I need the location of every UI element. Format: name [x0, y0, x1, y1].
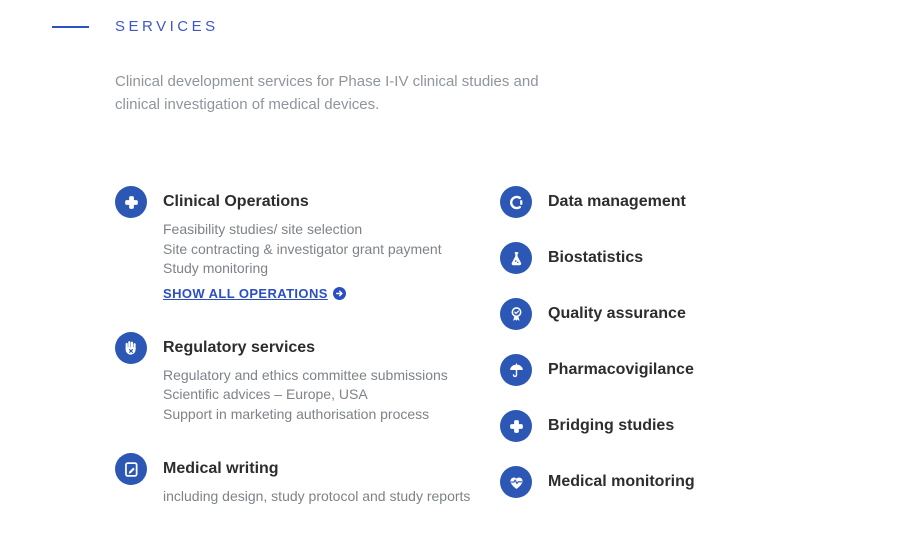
decorative-heading-line [52, 26, 89, 28]
service-title: Clinical Operations [163, 193, 309, 210]
hand-icon [115, 332, 147, 364]
service-title: Regulatory services [163, 338, 316, 356]
service-item-list [163, 220, 442, 279]
service-item: Regulatory and ethics committee submissions [163, 366, 448, 383]
plus-icon [500, 410, 532, 442]
service-item: including design, study protocol and study reports [163, 488, 471, 504]
service-pharmacovigilance [500, 354, 870, 386]
service-title: Data management [548, 193, 686, 210]
service-data-management [500, 186, 870, 218]
section-heading: SERVICES [115, 18, 219, 35]
plus-icon [115, 186, 147, 218]
service-item: Support in marketing authorisation process [163, 405, 430, 422]
service-quality-assurance [500, 298, 870, 330]
heart-pulse-icon [500, 466, 532, 498]
service-item-list [163, 487, 470, 507]
service-title: Bridging studies [548, 417, 675, 434]
service-bridging-studies [500, 410, 870, 442]
service-medical-monitoring [500, 466, 870, 498]
service-item-list [163, 366, 448, 425]
service-title: Medical writing [163, 460, 279, 477]
service-medical-writing [115, 453, 505, 507]
award-ribbon-icon [500, 298, 532, 330]
show-all-operations-label: SHOW ALL OPERATIONS [163, 285, 328, 301]
service-title: Biostatistics [548, 249, 644, 266]
document-pencil-icon [115, 453, 147, 485]
show-all-operations-link[interactable] [163, 286, 346, 301]
umbrella-icon [500, 354, 532, 386]
circle-arrow-right-icon [333, 287, 346, 300]
service-item: Site contracting & investigator grant payment [163, 240, 442, 257]
service-item: Feasibility studies/ site selection [163, 221, 363, 237]
flask-icon [500, 242, 532, 274]
service-clinical-operations [115, 186, 505, 303]
section-intro-text: Clinical development services for Phase I-IV clinical studies and clinical investigation of medical devices. [115, 73, 539, 113]
data-sync-icon [500, 186, 532, 218]
service-title: Pharmacovigilance [548, 361, 694, 378]
service-item: Scientific advices – Europe, USA [163, 386, 368, 402]
service-title: Quality assurance [548, 305, 686, 322]
service-biostatistics [500, 242, 870, 274]
service-regulatory-services [115, 332, 505, 425]
service-title: Medical monitoring [548, 473, 695, 490]
services-right-column [500, 186, 870, 522]
services-left-column [115, 186, 505, 536]
service-item: Study monitoring [163, 260, 269, 276]
